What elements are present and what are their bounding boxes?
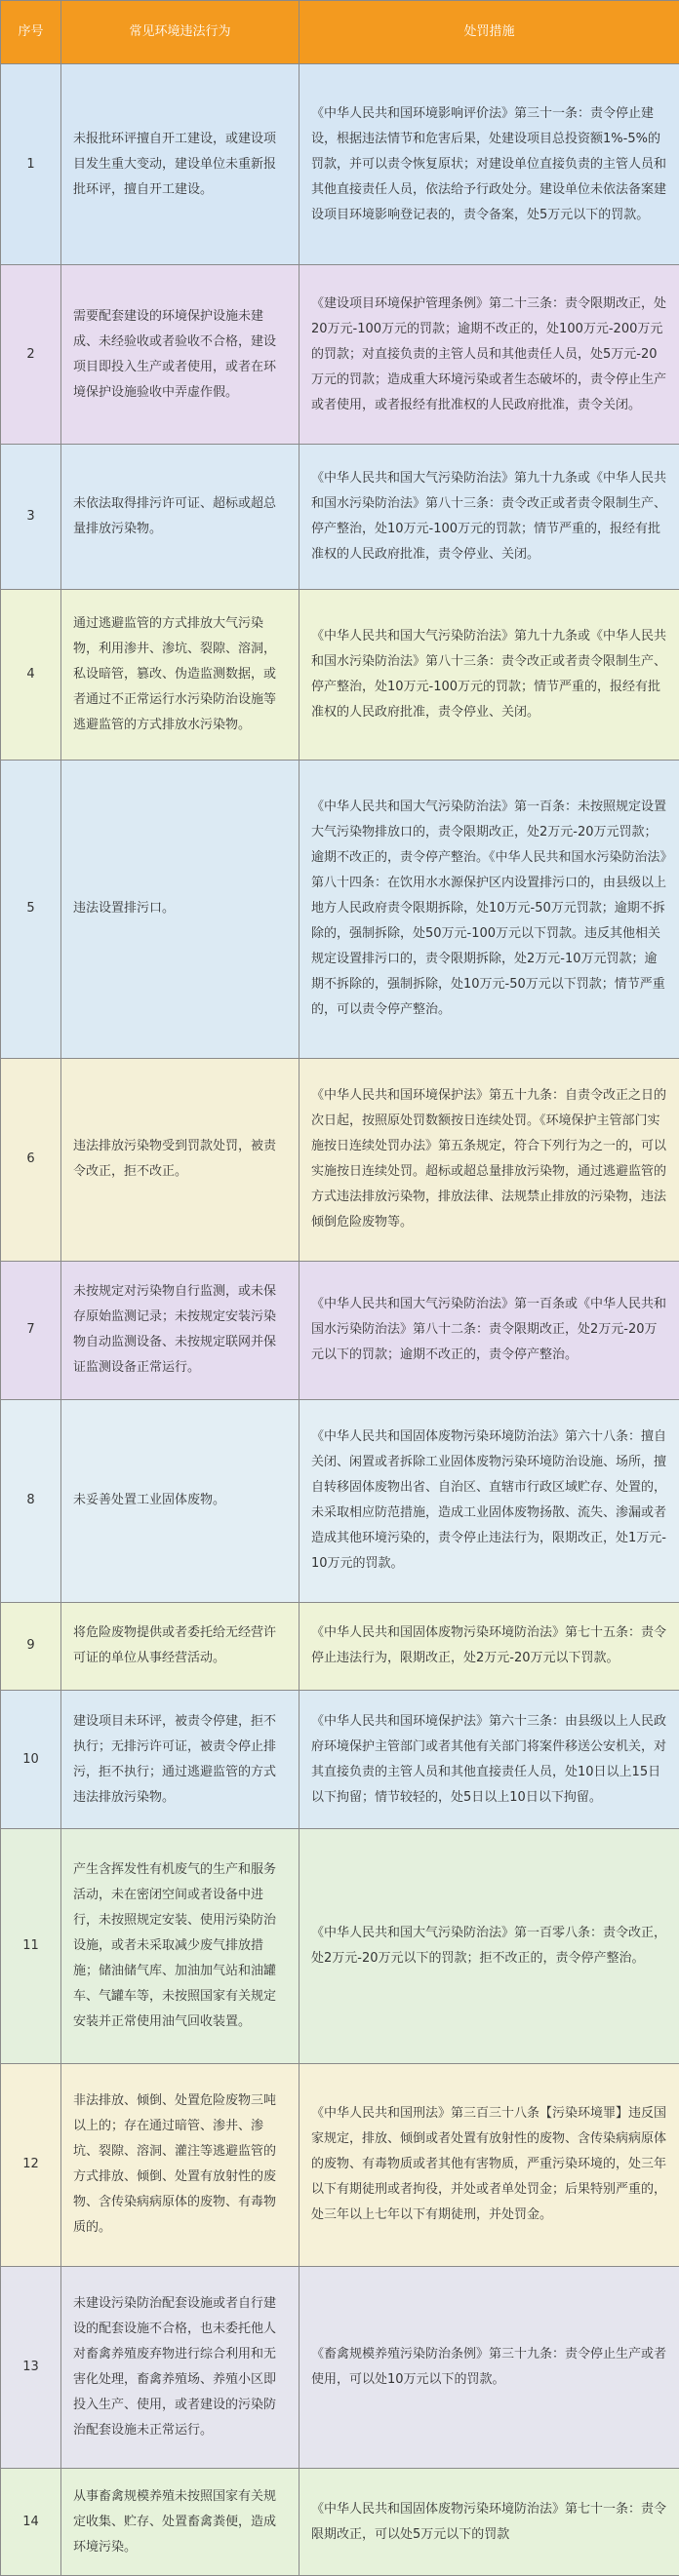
table-row [1,589,679,760]
row-penalty-text: 《中华人民共和国环境影响评价法》第三十一条：责令停止建设，根据违法情节和危害后果，处建设项目总投资额1%-5%的罚款，并可以责令恢复原状；对建设单位直接负责的主管人员和其他直接责任人员，依法给予行政处分。建设单位未依法备案建设项目环境影响登记表的，责令备案，处5万元以下的罚款。 [300,64,679,265]
row-serial-number: 7 [1,1261,61,1399]
row-violation-text: 将危险废物提供或者委托给无经营许可证的单位从事经营活动。 [61,1602,300,1691]
row-serial-number: 11 [1,1829,61,2063]
row-penalty-text: 《中华人民共和国大气污染防治法》第一百条或《中华人民共和国水污染防治法》第八十二条：责令限期改正，处2万元-20万元以下的罚款；逾期不改正的，责令停产整治。 [300,1261,679,1399]
row-serial-number: 6 [1,1058,61,1261]
row-serial-number: 3 [1,445,61,590]
row-violation-text: 未妥善处置工业固体废物。 [61,1399,300,1602]
row-serial-number: 2 [1,265,61,445]
row-serial-number: 10 [1,1691,61,1829]
row-penalty-text: 《中华人民共和国环境保护法》第六十三条：由县级以上人民政府环境保护主管部门或者其他有关部门将案件移送公安机关，对其直接负责的主管人员和其他直接责任人员，处10日以上15日以下拘留；情节较轻的，处5日以上10日以下拘留。 [300,1691,679,1829]
table-row [1,2063,679,2266]
row-violation-text: 产生含挥发性有机废气的生产和服务活动，未在密闭空间或者设备中进行，未按照规定安装、使用污染防治设施，或者未采取减少废气排放措施；储油储气库、加油加气站和油罐车、气罐车等，未按照国家有关规定安装并正常使用油气回收装置。 [61,1829,300,2063]
row-penalty-text: 《中华人民共和国大气污染防治法》第一百条：未按照规定设置大气污染物排放口的，责令限期改正，处2万元-20万元罚款；逾期不改正的，责令停产整治。《中华人民共和国水污染防治法》第八十四条：在饮用水水源保护区内设置排污口的，由县级以上地方人民政府责令限期拆除，处10万元-50万元罚款；逾期不拆除的，强制拆除，处50万元-100万元以下罚款。违反其他相关规定设置排污口的，责令限期拆除，处2万元-10万元罚款；逾期不拆除的，强制拆除，处10万元-50万元以下罚款；情节严重的，可以责令停产整治。 [300,760,679,1058]
row-serial-number: 8 [1,1399,61,1602]
table-row [1,1058,679,1261]
row-serial-number: 9 [1,1602,61,1691]
table-row [1,1399,679,1602]
row-penalty-text: 《中华人民共和国固体废物污染环境防治法》第七十五条：责令停止违法行为，限期改正，处2万元-20万元以下罚款。 [300,1602,679,1691]
row-serial-number: 13 [1,2266,61,2469]
row-penalty-text: 《中华人民共和国大气污染防治法》第九十九条或《中华人民共和国水污染防治法》第八十三条：责令改正或者责令限制生产、停产整治，处10万元-100万元的罚款；情节严重的，报经有批准权的人民政府批准，责令停业、关闭。 [300,445,679,590]
row-penalty-text: 《畜禽规模养殖污染防治条例》第三十九条：责令停止生产或者使用，可以处10万元以下的罚款。 [300,2266,679,2469]
table-row [1,1829,679,2063]
table-body [1,64,679,2576]
row-penalty-text: 《中华人民共和国大气污染防治法》第九十九条或《中华人民共和国水污染防治法》第八十三条：责令改正或者责令限制生产、停产整治，处10万元-100万元的罚款；情节严重的，报经有批准权的人民政府批准，责令停业、关闭。 [300,589,679,760]
row-penalty-text: 《中华人民共和国环境保护法》第五十九条：自责令改正之日的次日起，按照原处罚数额按日连续处罚。《环境保护主管部门实施按日连续处罚办法》第五条规定，符合下列行为之一的，可以实施按日连续处罚。超标或超总量排放污染物，通过逃避监管的方式违法排放污染物，排放法律、法规禁止排放的污染物，违法倾倒危险废物等。 [300,1058,679,1261]
row-violation-text: 从事畜禽规模养殖未按照国家有关规定收集、贮存、处置畜禽粪便，造成环境污染。 [61,2469,300,2576]
table-row [1,445,679,590]
row-penalty-text: 《中华人民共和国固体废物污染环境防治法》第六十八条：擅自关闭、闲置或者拆除工业固体废物污染环境防治设施、场所，擅自转移固体废物出省、自治区、直辖市行政区域贮存、处置的，未采取相应防范措施，造成工业固体废物扬散、流失、渗漏或者造成其他环境污染的，责令停止违法行为，限期改正，处1万元-10万元的罚款。 [300,1399,679,1602]
row-penalty-text: 《中华人民共和国固体废物污染环境防治法》第七十一条：责令限期改正，可以处5万元以下的罚款 [300,2469,679,2576]
row-violation-text: 通过逃避监管的方式排放大气污染物，利用渗井、渗坑、裂隙、溶洞，私设暗管，篡改、伪造监测数据，或者通过不正常运行水污染防治设施等逃避监管的方式排放水污染物。 [61,589,300,760]
table-header-row [1,1,679,64]
row-violation-text: 违法排放污染物受到罚款处罚，被责令改正，拒不改正。 [61,1058,300,1261]
row-violation-text: 未依法取得排污许可证、超标或超总量排放污染物。 [61,445,300,590]
row-violation-text: 违法设置排污口。 [61,760,300,1058]
row-serial-number: 1 [1,64,61,265]
row-penalty-text: 《建设项目环境保护管理条例》第二十三条：责令限期改正，处20万元-100万元的罚款；逾期不改正的，处100万元-200万元的罚款；对直接负责的主管人员和其他责任人员，处5万元-20万元的罚款；造成重大环境污染或者生态破坏的，责令停止生产或者使用，或者报经有批准权的人民政府批准，责令关闭。 [300,265,679,445]
table-row [1,64,679,265]
row-penalty-text: 《中华人民共和国刑法》第三百三十八条【污染环境罪】违反国家规定，排放、倾倒或者处置有放射性的废物、含传染病病原体的废物、有毒物质或者其他有害物质，严重污染环境的，处三年以下有期徒刑或者拘役，并处或者单处罚金；后果特别严重的，处三年以上七年以下有期徒刑，并处罚金。 [300,2063,679,2266]
table-row [1,1691,679,1829]
row-violation-text: 建设项目未环评，被责令停建，拒不执行；无排污许可证，被责令停止排污，拒不执行；通过逃避监管的方式违法排放污染物。 [61,1691,300,1829]
row-violation-text: 未建设污染防治配套设施或者自行建设的配套设施不合格，也未委托他人对畜禽养殖废弃物进行综合利用和无害化处理，畜禽养殖场、养殖小区即投入生产、使用，或者建设的污染防治配套设施未正常运行。 [61,2266,300,2469]
row-violation-text: 未报批环评擅自开工建设，或建设项目发生重大变动，建设单位未重新报批环评，擅自开工建设。 [61,64,300,265]
table-row [1,265,679,445]
table-row [1,1261,679,1399]
row-penalty-text: 《中华人民共和国大气污染防治法》第一百零八条：责令改正，处2万元-20万元以下的罚款；拒不改正的，责令停产整治。 [300,1829,679,2063]
row-serial-number: 5 [1,760,61,1058]
table-row [1,2469,679,2576]
table-row [1,1602,679,1691]
table-row [1,2266,679,2469]
header-violation: 常见环境违法行为 [61,1,300,64]
row-serial-number: 4 [1,589,61,760]
row-serial-number: 14 [1,2469,61,2576]
table-row [1,760,679,1058]
header-penalty: 处罚措施 [300,1,679,64]
row-violation-text: 需要配套建设的环境保护设施未建成、未经验收或者验收不合格，建设项目即投入生产或者使用，或者在环境保护设施验收中弄虚作假。 [61,265,300,445]
row-violation-text: 未按规定对污染物自行监测，或未保存原始监测记录；未按规定安装污染物自动监测设备、未按规定联网并保证监测设备正常运行。 [61,1261,300,1399]
row-serial-number: 12 [1,2063,61,2266]
row-violation-text: 非法排放、倾倒、处置危险废物三吨以上的；存在通过暗管、渗井、渗坑、裂隙、溶洞、灌注等逃避监管的方式排放、倾倒、处置有放射性的废物、含传染病病原体的废物、有毒物质的。 [61,2063,300,2266]
header-serial-number: 序号 [1,1,61,64]
